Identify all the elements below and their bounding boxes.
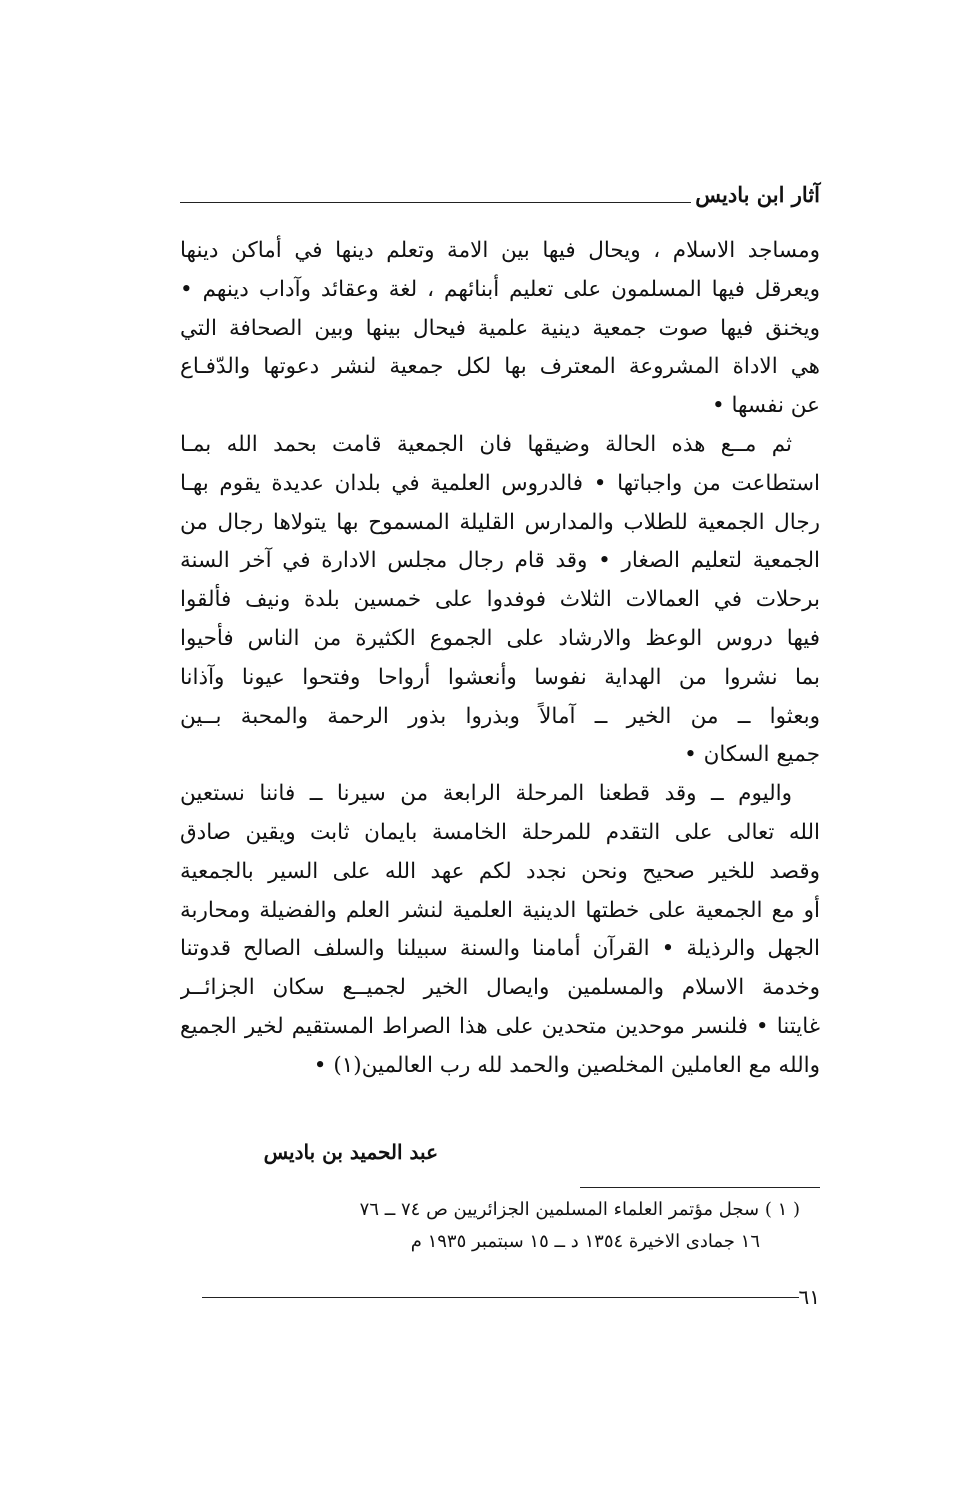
header-rule xyxy=(180,202,691,203)
text-line: والله مع العاملين المخلصين والحمد لله رب العالمين(١) • xyxy=(313,1052,820,1078)
footnote-rule xyxy=(580,1187,820,1188)
text-line: جميع السكان • xyxy=(684,742,820,768)
text-line: ويعرقل فيها المسلمون على تعليم أبنائهم ، لغة وعقائد وآداب دينهم • xyxy=(180,276,820,302)
running-header xyxy=(180,176,820,210)
text-line: ثم مــع هذه الحالة وضيقها فان الجمعية قامت بحمد الله بمـا xyxy=(180,431,792,457)
body-text xyxy=(180,232,820,1086)
signature: عبد الحميد بن باديس xyxy=(263,1140,438,1164)
footnote-line: ١٦ جمادى الاخيرة ١٣٥٤ د ــ ١٥ سبتمبر ١٩٣٥ م xyxy=(410,1231,760,1252)
text-line: الله تعالى على التقدم للمرحلة الخامسة بايمان ثابت ويقين صادق xyxy=(180,819,820,845)
text-line: فيها دروس الوعظ والارشاد على الجموع الكثيرة من الناس فأحيوا xyxy=(180,625,820,651)
page-footer xyxy=(180,1282,820,1312)
running-title: آثار ابن باديس xyxy=(695,182,820,207)
text-line: رجال الجمعية للطلاب والمدارس القليلة المسموح بها يتولاها رجال من xyxy=(180,509,820,535)
text-line: واليوم ــ وقد قطعنا المرحلة الرابعة من سيرنا ــ فاننا نستعين xyxy=(180,781,792,807)
text-line: الجمعية لتعليم الصغار • وقد قام رجال مجلس الادارة في آخر السنة xyxy=(180,548,820,574)
footer-rule xyxy=(202,1297,799,1298)
text-line: بما نشروا من الهداية نفوسا وأنعشوا أرواحا وفتحوا عيونا وآذانا xyxy=(180,664,820,690)
text-line: وخدمة الاسلام والمسلمين وايصال الخير لجميــع سكان الجزائــر xyxy=(180,975,820,1001)
text-line: غايتنا • فلنسر موحدين متحدين على هذا الصراط المستقيم لخير الجميع xyxy=(180,1013,820,1039)
page-number: ٦١ xyxy=(798,1285,820,1309)
text-line: وقصد للخير صحيح ونحن نجدد لكم عهد الله على السير بالجمعية xyxy=(180,858,820,884)
footnote-line: ( ١ ) سجل مؤتمر العلماء المسلمين الجزائريين ص ٧٤ ــ ٧٦ xyxy=(359,1199,800,1220)
text-line: أو مع الجمعية على خطتها الدينية العلمية لنشر العلم والفضيلة ومحاربة xyxy=(180,897,820,923)
text-line: عن نفسها • xyxy=(711,393,820,419)
text-line: برحلات في العمالات الثلاث فوفدوا على خمسين بلدة ونيف فألقوا xyxy=(180,587,820,613)
text-line: ومساجد الاسلام ، ويحال فيها بين الامة وتعلم دينها في أماكن دينها xyxy=(180,238,820,263)
text-line: هي الاداة المشروعة المعترف بها لكل جمعية لنشر دعوتها والدّفـاع xyxy=(180,354,820,380)
text-line: استطاعت من واجباتها • فالدروس العلمية في بلدان عديدة يقوم بهـا xyxy=(180,470,820,496)
text-line: الجهل والرذيلة • القرآن أمامنا والسنة سبيلنا والسلف الصالح قدوتنا xyxy=(180,936,820,962)
text-line: وبعثوا ــ من الخير ــ آمالاً وبذروا بذور الرحمة والمحبة بــين xyxy=(180,703,820,729)
text-line: ويخنق فيها صوت جمعية دينية علمية فيحال بينها وبين الصحافة التي xyxy=(180,315,820,341)
footnotes xyxy=(200,1194,800,1258)
